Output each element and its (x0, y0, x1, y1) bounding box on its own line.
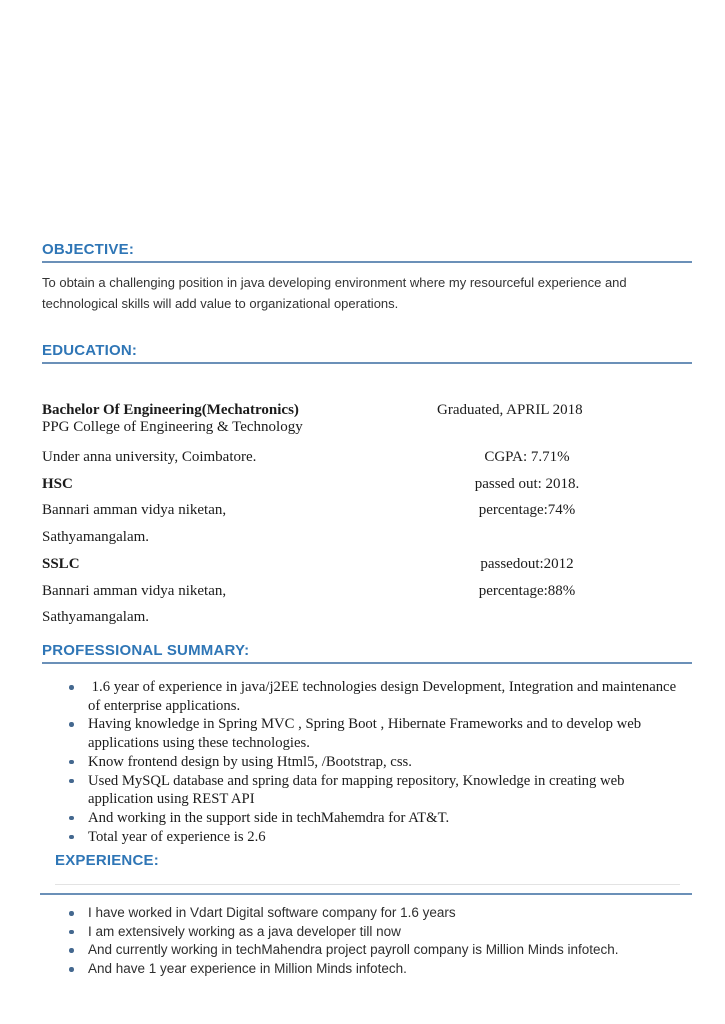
education-block (42, 402, 692, 631)
education-row (42, 551, 692, 578)
education-row (42, 497, 692, 524)
section-heading-objective: OBJECTIVE: (42, 242, 692, 263)
edu-sslc-place: Sathyamangalam. (42, 609, 150, 626)
experience-list (42, 904, 687, 979)
education-row (42, 524, 692, 551)
edu-hsc: HSC (42, 475, 73, 492)
experience-bullet-item: I am extensively working as a java developer till now (42, 923, 687, 942)
edu-graduation-date: Graduated, APRIL 2018 (437, 402, 583, 418)
edu-hsc-percentage: percentage:74% (478, 502, 576, 519)
edu-hsc-school: Bannari amman vidya niketan, (42, 502, 227, 519)
education-row (42, 419, 692, 436)
professional-summary-list (42, 678, 682, 846)
summary-bullet-item: 1.6 year of experience in java/j2EE technologies design Development, Integration and maintenance of enterprise applications. (42, 678, 682, 715)
section-heading-education: EDUCATION: (42, 343, 692, 364)
edu-sslc-percentage: percentage:88% (478, 582, 576, 599)
section-heading-experience: EXPERIENCE: (55, 852, 159, 869)
edu-college: PPG College of Engineering & Technology (42, 418, 303, 435)
summary-bullet-item: Used MySQL database and spring data for mapping repository, Knowledge in creating web application using REST API (42, 772, 682, 809)
education-row (42, 444, 692, 471)
summary-bullet-item: And working in the support side in techMahemdra for AT&T. (42, 809, 682, 828)
experience-bullet-item: And have 1 year experience in Million Minds infotech. (42, 960, 687, 979)
experience-bullet-item: I have worked in Vdart Digital software company for 1.6 years (42, 904, 687, 923)
edu-hsc-place: Sathyamangalam. (42, 529, 150, 546)
summary-bullet-item: Know frontend design by using Html5, /Bootstrap, css. (42, 753, 682, 772)
edu-sslc-passed-out: passedout:2012 (480, 555, 574, 572)
edu-cgpa: CGPA: 7.71% (484, 449, 570, 465)
objective-text: To obtain a challenging position in java developing environment where my resourceful experience and technological skills will add value to organizational operations. (42, 275, 627, 311)
edu-sslc-school: Bannari amman vidya niketan, (42, 582, 227, 599)
summary-bullet-item: Having knowledge in Spring MVC , Spring Boot , Hibernate Frameworks and to develop web applications using these technologies. (42, 715, 682, 752)
experience-section-rule (40, 893, 692, 895)
edu-sslc: SSLC (42, 555, 80, 572)
education-row (42, 578, 692, 605)
education-row (42, 471, 692, 498)
experience-faint-divider (55, 884, 680, 885)
edu-university: Under anna university, Coimbatore. (42, 449, 257, 465)
summary-bullet-item: Total year of experience is 2.6 (42, 828, 682, 847)
education-row (42, 604, 692, 631)
edu-hsc-passed-out: passed out: 2018. (474, 475, 580, 492)
section-heading-professional-summary: PROFESSIONAL SUMMARY: (42, 643, 692, 664)
experience-bullet-item: And currently working in techMahendra project payroll company is Million Minds infotech. (42, 941, 687, 960)
education-row (42, 402, 692, 419)
edu-degree: Bachelor Of Engineering(Mechatronics) (42, 402, 299, 418)
